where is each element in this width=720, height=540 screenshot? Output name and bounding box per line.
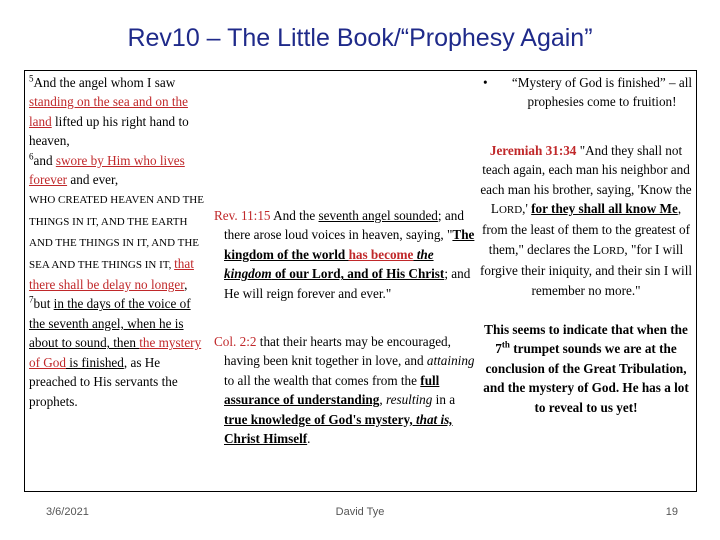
attaining-italic: attaining (426, 353, 475, 369)
cross-references (214, 206, 476, 448)
verse-6-text-end: and ever, (67, 172, 119, 188)
commentary-text-end: trumpet sounds we are at the conclusion of the Great Tribulation, and the mystery of God. He has a lot to reveal to us yet! (483, 341, 689, 415)
bullet-point (479, 73, 693, 112)
verse-7-text-end: , as He preached to His servants the prophets. (29, 354, 178, 409)
col-2-2-comma: , (379, 392, 386, 408)
christ-himself-underlined: Christ Himself (224, 431, 308, 447)
kingdom-underlined: The kingdom of the world (224, 227, 475, 262)
seventh-angel-underlined: seventh angel sounded (318, 208, 438, 223)
mystery-of-god-highlight: the mystery of God (29, 335, 202, 370)
rev-11-15-text: And the (270, 208, 319, 223)
verse-number-5: 5 (29, 73, 34, 84)
jeremiah-text-3: , from the least of them to the greatest of them," declares the L (482, 201, 690, 257)
commentary-column (479, 73, 693, 417)
true-knowledge-underlined: true knowledge of God's mystery, (224, 411, 416, 427)
slide-number: 19 (665, 506, 678, 518)
footer-date: 3/6/2021 (46, 506, 89, 518)
lord-smallcaps: ORD (498, 204, 523, 217)
jeremiah-text-2: ,' (522, 201, 532, 217)
verse-5-highlight: standing on the sea and on the land (29, 94, 188, 129)
commentary-text: This seems to indicate that when the 7 (484, 322, 688, 357)
verse-6-caps-text: WHO CREATED HEAVEN AND THE THINGS IN IT, AND THE EARTH AND THE THINGS IN IT, AND THE SEA AND THE THINGS IN IT, (29, 194, 204, 271)
rev-11-15-text-2: ; and there arose loud voices in heaven, saying, " (224, 208, 464, 243)
lord-christ-underlined: of our Lord, and of His Christ (271, 266, 445, 282)
slide-title: Rev10 – The Little Book/“Prophesy Again” (127, 24, 593, 52)
verse-6-text: and (33, 152, 56, 168)
verse-5-text: And the angel whom I saw (33, 75, 176, 90)
col-2-2-text: that their hearts may be encouraged, having been knit together in love, and (224, 334, 451, 369)
bullet-icon: • (483, 75, 488, 90)
col-2-2-text-2: to all the wealth that comes from the (224, 372, 421, 388)
rev-11-15-text-end: ; and He will reign forever and ever." (224, 266, 471, 301)
resulting-italic: resulting (385, 392, 433, 408)
the-kingdom-italic: the kingdom (224, 246, 434, 282)
col-2-2-text-3: in a (432, 392, 456, 408)
col-2-2-reference: Col. 2:2 (214, 334, 257, 350)
jeremiah-passage (479, 141, 693, 300)
verse-6-highlight: swore by Him who lives forever (29, 152, 185, 188)
commentary-note (479, 320, 693, 417)
verse-7-text: but (33, 296, 54, 312)
content-table (24, 70, 697, 492)
ordinal-suffix: th (501, 340, 510, 351)
no-delay-highlight: that there shall be delay no longer (29, 255, 194, 293)
that-is-italic: that is, (415, 411, 453, 427)
rev-11-15-reference: Rev. 11:15 (214, 208, 271, 223)
comma: , (184, 277, 188, 293)
jeremiah-text: "And they shall not teach again, each man his neighbor and each man his brother, saying, 'Know the L (480, 142, 692, 217)
verse-5-text-end: lifted up his right hand to heaven, (29, 113, 189, 149)
has-become-highlight: has become (348, 246, 414, 262)
all-know-me-underlined: for they shall all know Me (531, 201, 678, 217)
lord-smallcaps-2: ORD (601, 244, 625, 257)
jeremiah-text-end: , "for I will forgive their iniquity, and their sin I will remember no more." (479, 241, 693, 298)
rev10-passage (29, 73, 207, 411)
bullet-text: “Mystery of God is finished” – all prophesies come to fruition! (511, 75, 693, 110)
verse-number-6: 6 (29, 151, 34, 162)
jeremiah-reference: Jeremiah 31:34 (489, 142, 577, 158)
full-assurance-underlined: full assurance of understanding (224, 372, 440, 408)
footer-author: David Tye (335, 506, 385, 518)
verse-7-underlined: in the days of the voice of the seventh angel, when he is about to sound, then (29, 296, 191, 351)
col-2-2-period: . (307, 431, 311, 447)
verse-number-7: 7 (29, 295, 34, 306)
rev-11-15-passage (214, 206, 476, 303)
is-finished-underlined: is finished (66, 354, 124, 370)
col-2-2-passage (214, 332, 476, 448)
